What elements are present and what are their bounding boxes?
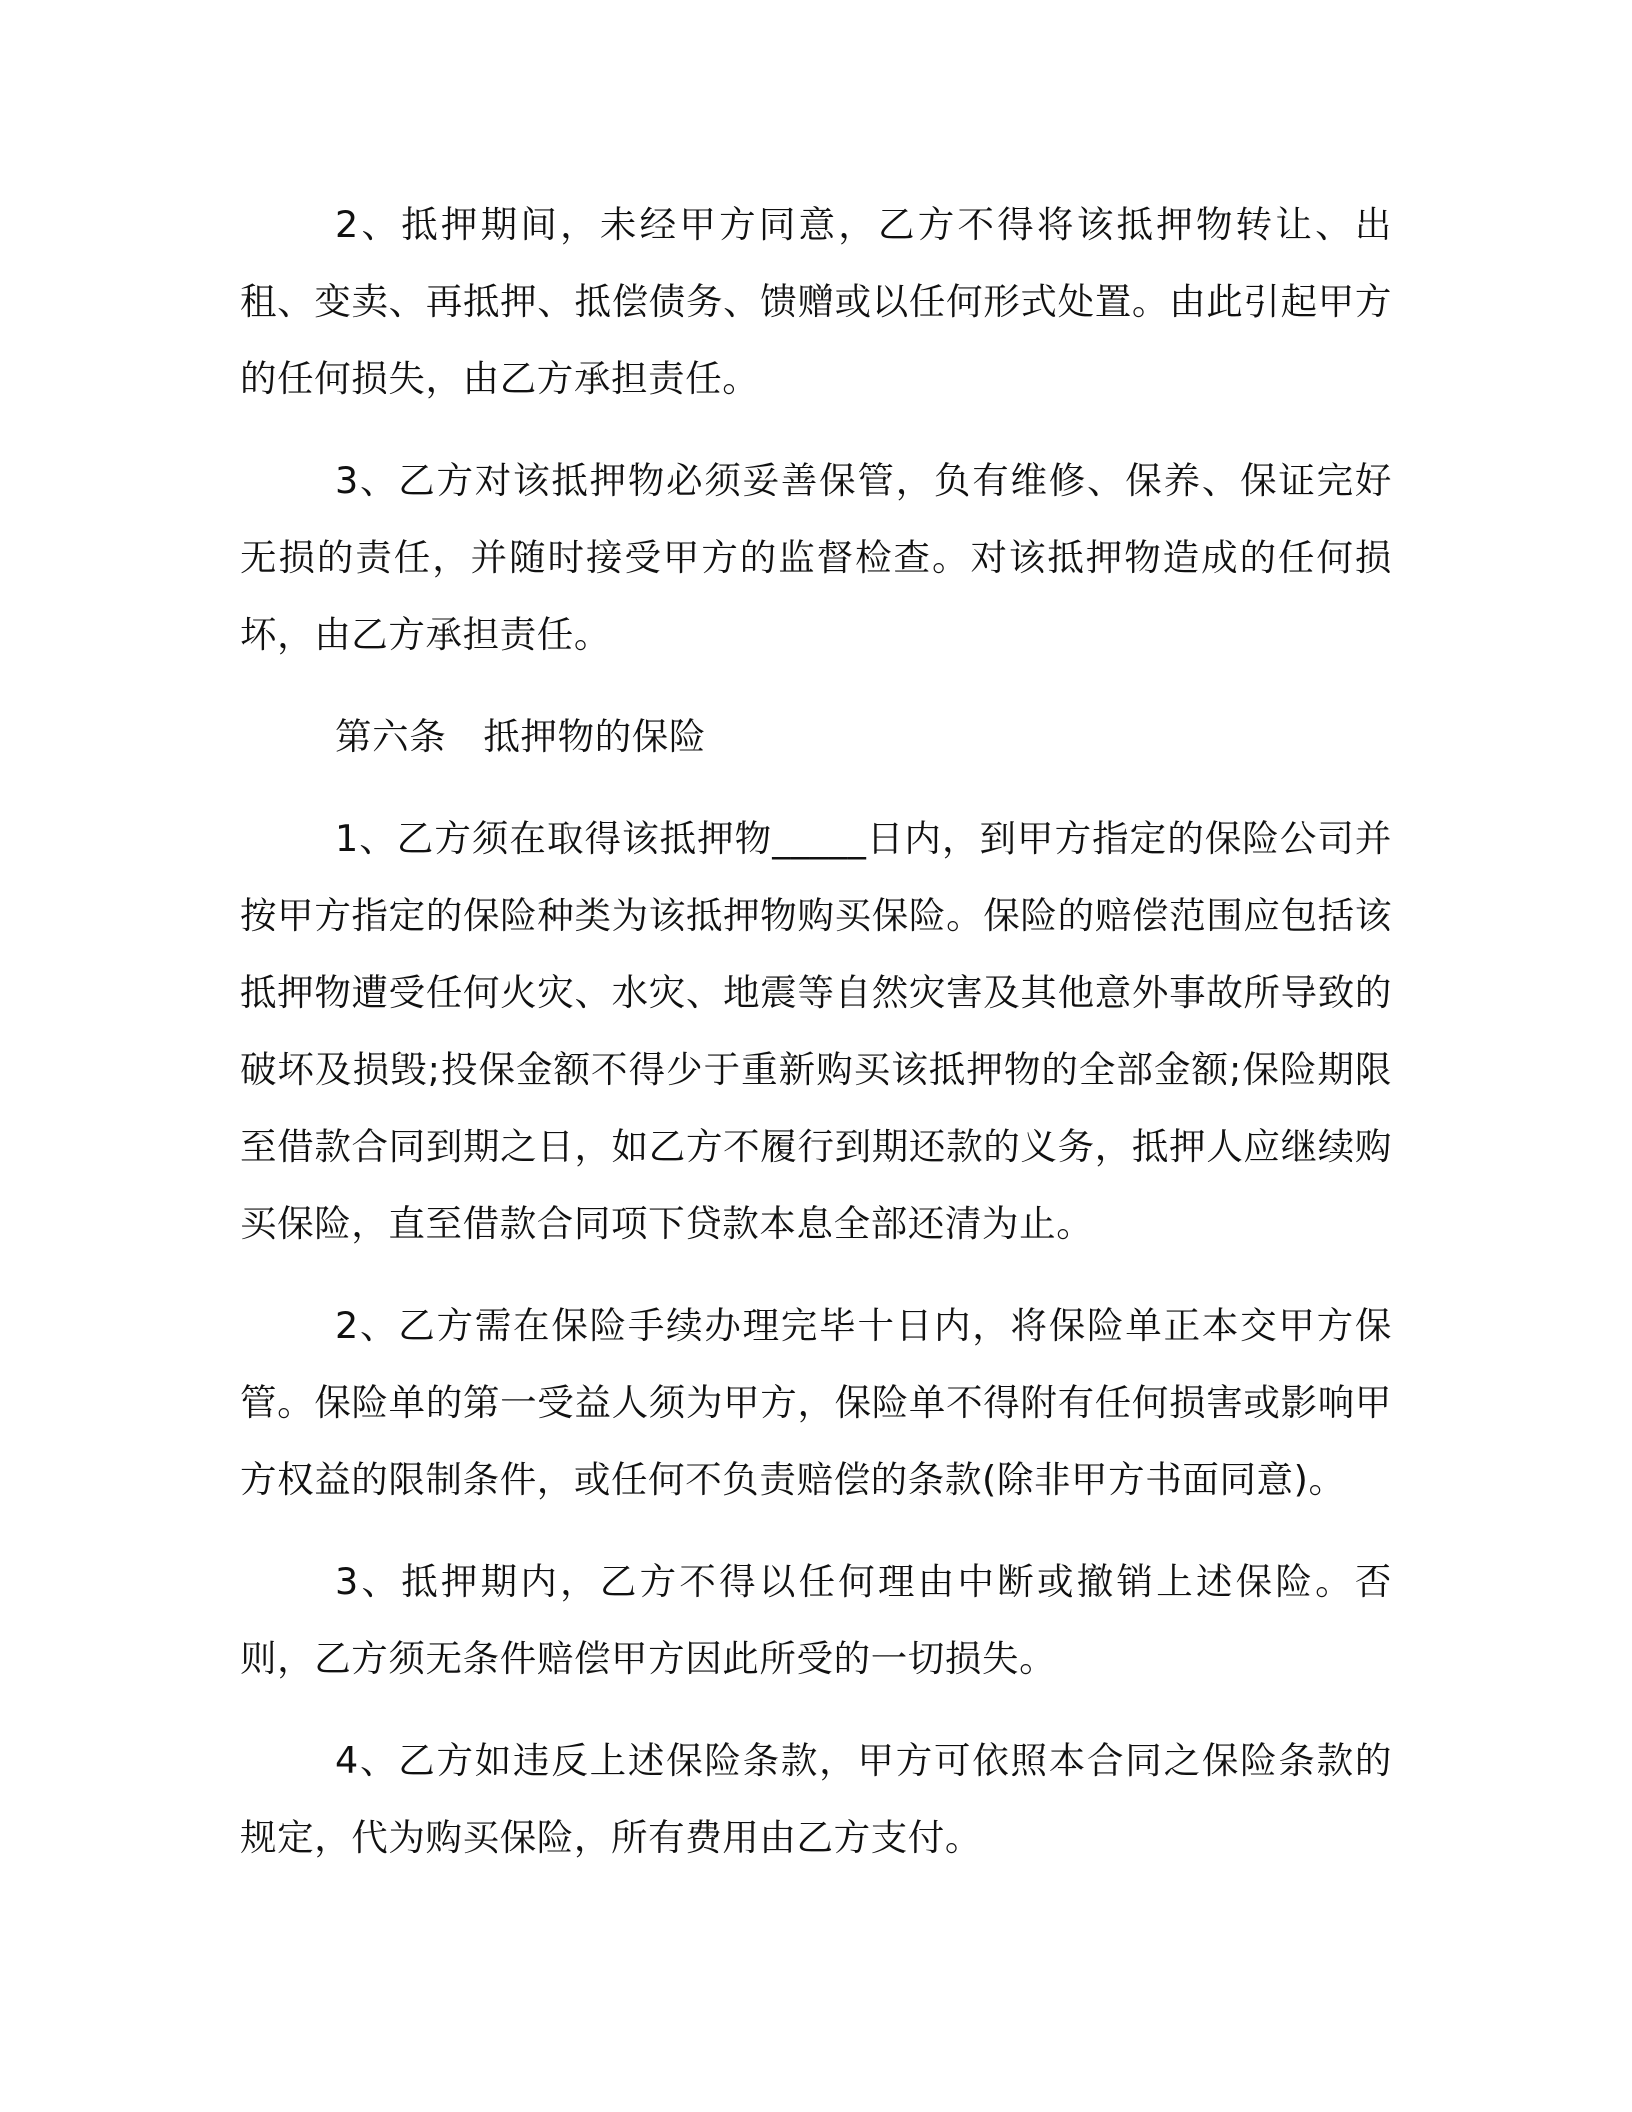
clause-6-item-2: 2、乙方需在保险手续办理完毕十日内，将保险单正本交甲方保管。保险单的第一受益人须为甲方，保险单不得附有任何损害或影响甲方权益的限制条件，或任何不负责赔偿的条款(除非甲方书面同意)。 <box>240 1304 1392 1501</box>
clause-6-item-1: 1、乙方须在取得该抵押物_____日内，到甲方指定的保险公司并按甲方指定的保险种类为该抵押物购买保险。保险的赔偿范围应包括该抵押物遭受任何火灾、水灾、地震等自然灾害及其他意外事故所导致的破坏及损毁;投保金额不得少于重新购买该抵押物的全部金额;保险期限至借款合同到期之日，如乙方不履行到期还款的义务，抵押人应继续购买保险，直至借款合同项下贷款本息全部还清为止。 <box>240 817 1392 1245</box>
clause-6-item-3: 3、抵押期内，乙方不得以任何理由中断或撤销上述保险。否则，乙方须无条件赔偿甲方因此所受的一切损失。 <box>240 1560 1392 1680</box>
section-heading-article-6: 第六条 抵押物的保险 <box>335 715 706 758</box>
document-page <box>240 186 1392 1901</box>
clause-5-item-3: 3、乙方对该抵押物必须妥善保管，负有维修、保养、保证完好无损的责任，并随时接受甲方的监督检查。对该抵押物造成的任何损坏，由乙方承担责任。 <box>240 459 1392 656</box>
clause-5-item-2: 2、抵押期间，未经甲方同意，乙方不得将该抵押物转让、出租、变卖、再抵押、抵偿债务、馈赠或以任何形式处置。由此引起甲方的任何损失，由乙方承担责任。 <box>240 203 1392 400</box>
clause-6-item-4: 4、乙方如违反上述保险条款，甲方可依照本合同之保险条款的规定，代为购买保险，所有费用由乙方支付。 <box>240 1739 1392 1859</box>
